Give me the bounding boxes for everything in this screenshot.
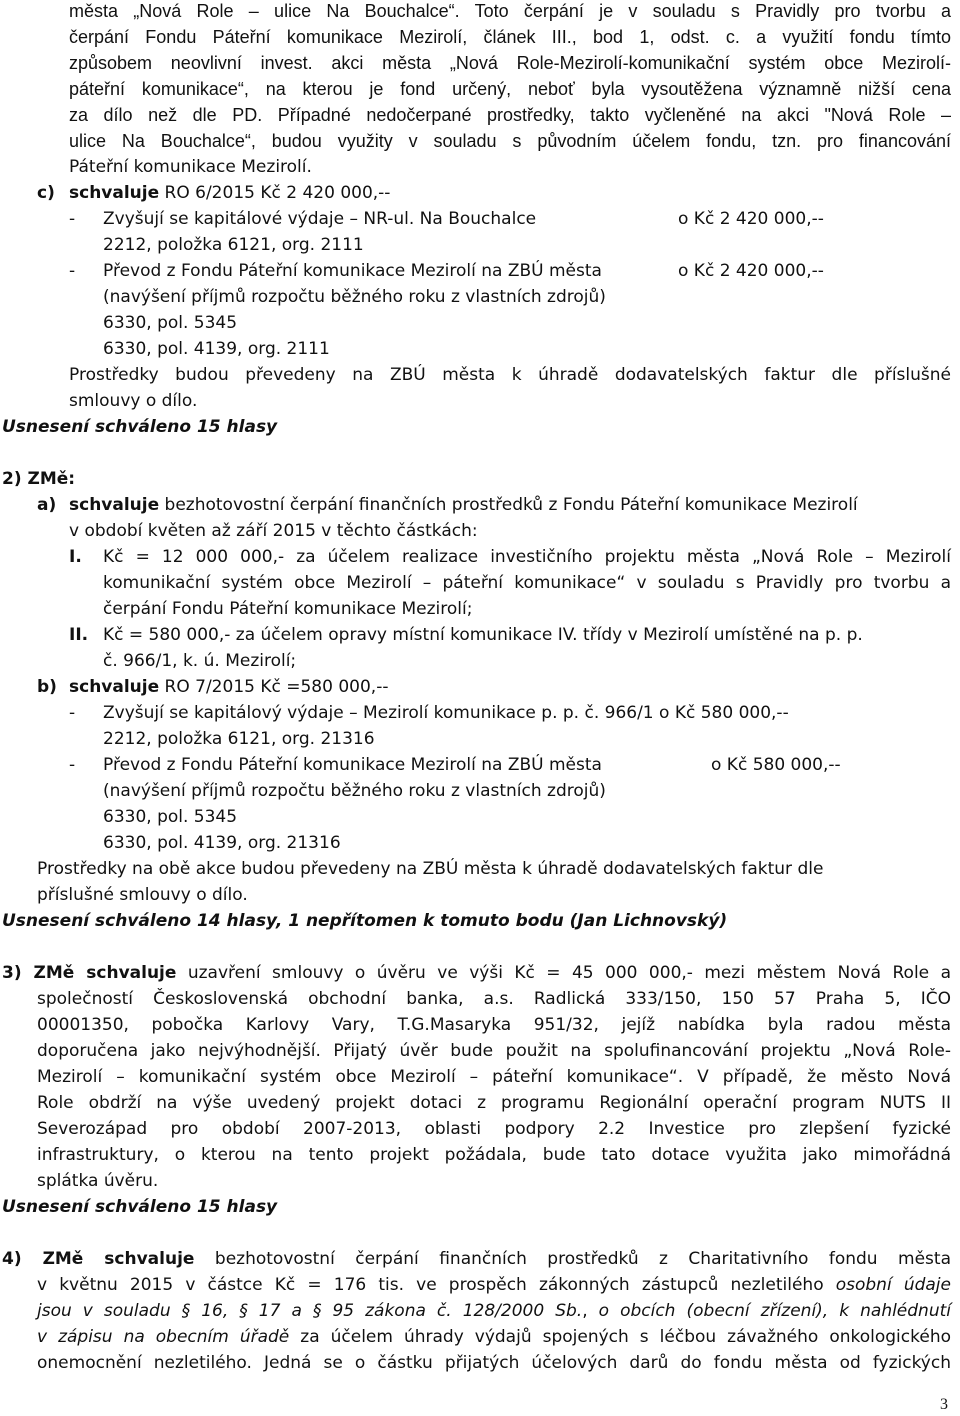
top-line-4: páteřní komunikace“, na kterou je fond určený, neboť byla vysoutěžena významně nižší cena	[69, 79, 951, 99]
top-line-3: způsobem neovlivní invest. akci města „Nová Role-Mezirolí-komunikační systém obce Mezirolí-	[69, 53, 951, 73]
section-4-line-3-italic-a: jsou v souladu § 16, § 17 a § 95 zákona č. 128/2000 Sb.	[37, 1301, 583, 1321]
section-2b-dash-1: -	[69, 703, 76, 723]
section-2b-row-2: Převod z Fondu Páteřní komunikace Mezirolí na ZBÚ města	[103, 755, 602, 775]
item-c-code-1: 2212, položka 6121, org. 2111	[103, 235, 364, 255]
section-3-line-6: Role obdrží na výše uvedený projekt dotaci z programu Regionální operační program NUTS II	[37, 1093, 951, 1113]
item-c-closing-1: Prostředky budou převedeny na ZBÚ města k úhradě dodavatelských faktur dle příslušné	[69, 365, 951, 385]
section-2b-note-2: (navýšení příjmů rozpočtu běžného roku z vlastních zdrojů)	[103, 781, 606, 801]
section-3-line-1-text: uzavření smlouvy o úvěru ve výši Kč = 45 000 000,- mezi městem Nová Role a	[176, 963, 951, 983]
section-2b-code-2b: 6330, pol. 4139, org. 21316	[103, 833, 341, 853]
item-c-heading	[69, 182, 390, 204]
top-line-5: za dílo než dle PD. Případné nedočerpané prostředky, takto vyčleněné na akci "Nová Role –	[69, 105, 951, 125]
section-4-line-4	[37, 1326, 951, 1348]
item-c-amount-2: o Kč 2 420 000,--	[678, 261, 824, 281]
section-3-line-5: Mezirolí – komunikační systém obce Mezirolí – páteřní komunikace“. V případě, že město Nová	[37, 1067, 951, 1087]
top-line-1: města „Nová Role – ulice Na Bouchalce“. Toto čerpání je v souladu s Pravidly pro tvorbu a	[69, 1, 951, 21]
section-2b-row-1: Zvyšují se kapitálový výdaje – Mezirolí komunikace p. p. č. 966/1 o Kč 580 000,--	[103, 703, 789, 723]
section-2a-ii-label: II.	[69, 625, 89, 645]
section-3-line-7: Severozápad pro období 2007-2013, oblasti podpory 2.2 Investice pro zlepšení fyzické	[37, 1119, 951, 1139]
top-line-6: ulice Na Bouchalce“, budou využity v souladu s původním účelem fondu, tzn. pro financování	[69, 131, 951, 151]
section-4-line-5: onemocnění nezletilého. Jedná se o částku přijatých účelových darů do fondu města od fyzických	[37, 1353, 951, 1373]
section-2a-text: bezhotovostní čerpání finančních prostředků z Fondu Páteřní komunikace Mezirolí	[159, 495, 858, 515]
section-2b-code-2a: 6330, pol. 5345	[103, 807, 238, 827]
item-c-note-2: (navýšení příjmů rozpočtu běžného roku z vlastních zdrojů)	[103, 287, 606, 307]
section-4-label: 4) ZMě schvaluje	[2, 1249, 195, 1269]
section-2b-dash-2: -	[69, 755, 76, 775]
section-4-line-4-text: za účelem úhrady výdajů spojených s léčbou závažného onkologického	[289, 1327, 952, 1347]
section-3-line-4: doporučena jako nejvýhodnější. Přijatý úvěr bude použit na spolufinancování projektu „Nová Role-	[37, 1041, 951, 1061]
vote-result-2: Usnesení schváleno 14 hlasy, 1 nepřítomen k tomuto bodu (Jan Lichnovský)	[2, 911, 728, 931]
section-4-line-3-italic-b: o obcích (obecní zřízení), k nahlédnutí	[598, 1301, 951, 1321]
section-2a-i-line-1: Kč = 12 000 000,- za účelem realizace investičního projektu města „Nová Role – Mezirolí	[103, 547, 951, 567]
section-2-label: 2) ZMě:	[2, 469, 76, 489]
item-c-label	[37, 182, 55, 204]
section-2a-ii-line-2: č. 966/1, k. ú. Mezirolí;	[103, 651, 297, 671]
section-4-line-1-text: bezhotovostní čerpání finančních prostředků z Charitativního fondu města	[194, 1249, 951, 1269]
section-2b-amount-2: o Kč 580 000,--	[711, 755, 841, 775]
section-3-line-1	[2, 962, 951, 984]
vote-result-3: Usnesení schváleno 15 hlasy	[2, 1197, 278, 1217]
section-3-line-2: společností Československá obchodní banka, a.s. Radlická 333/150, 150 57 Praha 5, IČO	[37, 989, 951, 1009]
item-c-text: RO 6/2015 Kč 2 420 000,--	[159, 183, 391, 203]
section-4-line-3-sep: ,	[582, 1301, 599, 1321]
item-c-row-2: Převod z Fondu Páteřní komunikace Mezirolí na ZBÚ města	[103, 261, 602, 281]
section-2a-line-2: v období květen až září 2015 v těchto částkách:	[69, 521, 478, 541]
section-2-closing-2: příslušné smlouvy o dílo.	[37, 885, 248, 905]
section-2a-i-line-3: čerpání Fondu Páteřní komunikace Mezirolí;	[103, 599, 473, 619]
item-c-verb: schvaluje	[69, 183, 160, 203]
item-c-letter: c)	[37, 183, 55, 203]
section-2a-verb: schvaluje	[69, 495, 160, 515]
section-3-line-9: splátka úvěru.	[37, 1171, 159, 1191]
section-2a-letter: a)	[37, 495, 57, 515]
vote-result-1: Usnesení schváleno 15 hlasy	[2, 417, 278, 437]
section-2b-code-1: 2212, položka 6121, org. 21316	[103, 729, 375, 749]
item-c-dash-1: -	[69, 209, 76, 229]
section-2-closing-1: Prostředky na obě akce budou převedeny na ZBÚ města k úhradě dodavatelských faktur dle	[37, 859, 824, 879]
section-3-line-8: infrastruktury, o kterou na tento projekt požádala, bude tato dotace využita jako mimořádná	[37, 1145, 951, 1165]
item-c-dash-2: -	[69, 261, 76, 281]
item-c-closing-2: smlouvy o dílo.	[69, 391, 198, 411]
section-2b-text: RO 7/2015 Kč =580 000,--	[159, 677, 389, 697]
section-2a-i-line-2: komunikační systém obce Mezirolí – páteřní komunikace“ v souladu s Pravidly pro tvorbu a	[103, 573, 951, 593]
item-c-amount-1: o Kč 2 420 000,--	[678, 209, 824, 229]
section-2a-ii-line-1: Kč = 580 000,- za účelem opravy místní komunikace IV. třídy v Mezirolí umístěné na p. p.	[103, 625, 863, 645]
page-number: 3	[940, 1396, 948, 1413]
section-2b-verb: schvaluje	[69, 677, 160, 697]
item-c-row-1: Zvyšují se kapitálové výdaje – NR-ul. Na Bouchalce	[103, 209, 537, 229]
section-4-line-2-italic: osobní údaje	[835, 1275, 951, 1295]
section-2b-letter: b)	[37, 677, 57, 697]
section-2b-heading	[69, 676, 388, 698]
section-2a-i-label: I.	[69, 547, 82, 567]
section-3-line-3: 00001350, pobočka Karlovy Vary, T.G.Masaryka 951/32, jejíž nabídka byla radou města	[37, 1015, 951, 1035]
top-line-2: čerpání Fondu Páteřní komunikace Mezirolí, článek III., bod 1, odst. c. a využití fondu tímto	[69, 27, 951, 47]
item-c-code-2b: 6330, pol. 4139, org. 2111	[103, 339, 330, 359]
section-4-line-2	[37, 1274, 951, 1296]
top-line-7: Páteřní komunikace Mezirolí.	[69, 157, 312, 177]
section-4-line-2-text: v květnu 2015 v částce Kč = 176 tis. ve prospěch zákonných zástupců nezletilého	[37, 1275, 836, 1295]
section-3-label: 3) ZMě schvaluje	[2, 963, 177, 983]
section-2a-heading	[69, 494, 858, 516]
section-4-line-1	[2, 1248, 951, 1270]
section-4-line-3	[37, 1300, 951, 1322]
item-c-code-2a: 6330, pol. 5345	[103, 313, 238, 333]
section-4-line-4-italic: v zápisu na obecním úřadě	[37, 1327, 290, 1347]
